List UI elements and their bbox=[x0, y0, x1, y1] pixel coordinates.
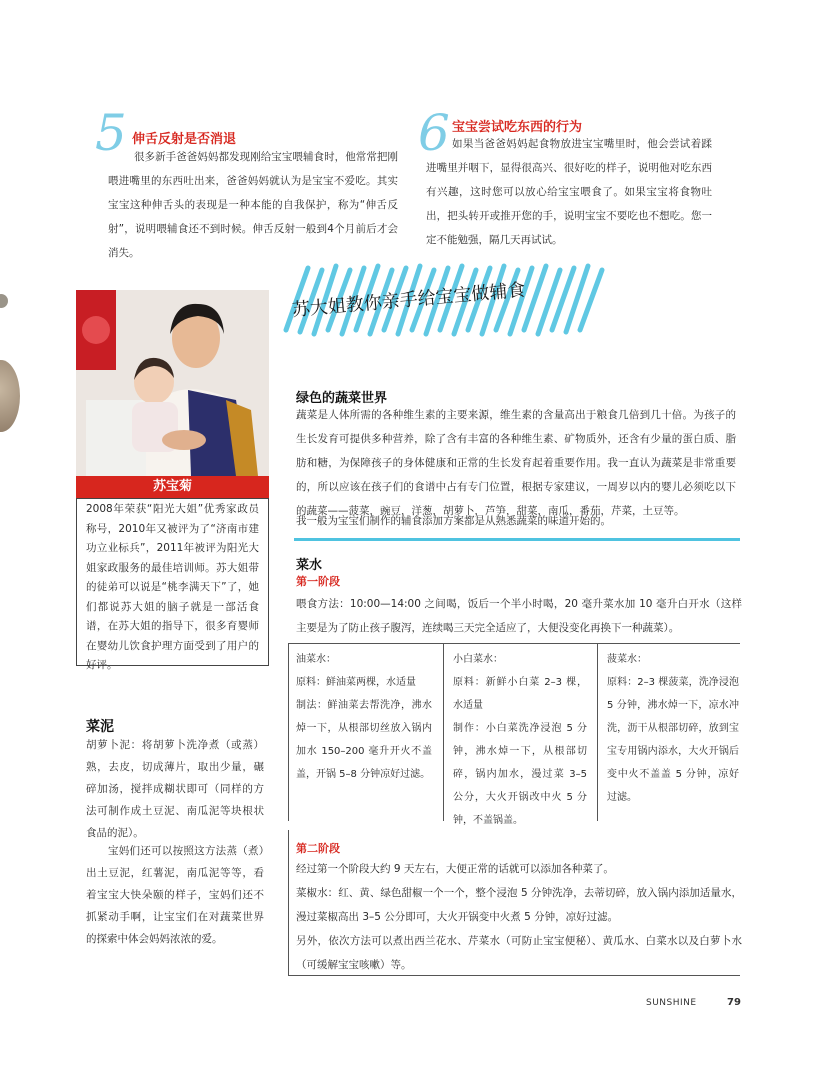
green-world-body: 蔬菜是人体所需的各种维生素的主要来源，维生素的含量高出于粮食几倍到几十倍。为孩子的生长发育可提供多种营养，除了含有丰富的各种维生素、矿物质外，还含有少量的蛋白质、脂肪和糖，为保障孩子的身体健康和正常的生长发育起着重要作用。我一直认为蔬菜是非常重要的，所以应该在孩子们的食谱中占有专门位置，根据专家建议，一周岁以内的婴儿必须吃以下的蔬菜——菠菜，豌豆，洋葱，胡萝卜，芦笋，甜菜，南瓜，番茄，芹菜，土豆等。 bbox=[296, 409, 736, 517]
puree-title: 菜泥 bbox=[86, 719, 114, 735]
green-world-body-2: 我一般为宝宝们制作的辅食添加方案都是从熟悉蔬菜的味道开始的。 bbox=[296, 515, 611, 527]
recipe-method: 制作：小白菜洗净浸泡 5 分钟，沸水焯一下，从根部切碎，锅内加水，漫过菜 3–5 公分，大火开锅改中火 5 分钟，不盖锅盖。 bbox=[453, 723, 587, 826]
recipe-box-sep-1 bbox=[443, 643, 444, 821]
caishui-title: 菜水 bbox=[296, 558, 323, 573]
edge-decoration-small bbox=[0, 294, 8, 308]
stage-2-box-bottom bbox=[288, 975, 740, 976]
section-6-body: 如果当爸爸妈妈起食物放进宝宝嘴里时，他会尝试着蹂进嘴里并咽下，显得很高兴、很好吃的样子，说明他对吃东西有兴趣，这时您可以放心给宝宝喂食了。如果宝宝将食物吐出，把头转开或推开您的手，说明宝宝不要吃也不想吃。您一定不能勉强，隔几天再试试。 bbox=[426, 138, 712, 246]
puree-body: 胡萝卜泥：将胡萝卜洗净煮（或蒸）熟，去皮，切成薄片，取出少量，碾碎加汤，搅拌成糊状即可（同样的方法可制作成土豆泥、南瓜泥等块根状食品的泥）。 bbox=[86, 739, 264, 839]
stage-2-paragraph: 经过第一个阶段大约 9 天左右，大便正常的话就可以添加各种菜了。 bbox=[296, 863, 614, 875]
recipe-ingredients: 原料：鲜油菜两棵，水适量 bbox=[296, 677, 416, 688]
stage-1-body: 喂食方法：10:00—14:00 之间喝，饭后一个半小时喝，20 毫升菜水加 10 毫升白开水（这样主要是为了防止孩子腹泻，连续喝三天完全适应了，大便没变化再换下一种蔬菜）。 bbox=[296, 598, 742, 634]
stage-1-title: 第一阶段 bbox=[296, 575, 340, 588]
section-5-title: 伸舌反射是否消退 bbox=[132, 132, 237, 147]
profile-name: 苏宝菊 bbox=[152, 479, 192, 494]
page-number: 79 bbox=[727, 997, 741, 1008]
recipe-title: 小白菜水： bbox=[453, 654, 503, 665]
stage-2-paragraph: 菜椒水：红、黄、绿色甜椒一个一个，整个浸泡 5 分钟洗净，去蒂切碎，放入锅内添加适量水，漫过菜椒高出 3–5 公分即可，大火开锅变中火煮 5 分钟，凉好过滤。 bbox=[296, 887, 742, 923]
recipe-column-xiaobaicai bbox=[453, 648, 587, 832]
stage-2-title: 第二阶段 bbox=[296, 842, 340, 855]
edge-decoration bbox=[0, 360, 20, 432]
green-world-title: 绿色的蔬菜世界 bbox=[296, 391, 388, 406]
recipe-method: 制法：鲜油菜去帮洗净，沸水焯一下，从根部切丝放入锅内加水 150–200 毫升开火不盖盖，开锅 5–8 分钟凉好过滤。 bbox=[296, 700, 432, 780]
puree-body-2: 宝妈们还可以按照这方法蒸（煮）出土豆泥，红薯泥，南瓜泥等等，看着宝宝大快朵颐的样子，宝妈们还不抓紧动手啊，让宝宝们在对蔬菜世界的探索中体会妈妈浓浓的爱。 bbox=[86, 845, 264, 945]
recipe-title: 油菜水： bbox=[296, 654, 336, 665]
profile-photo bbox=[76, 290, 269, 476]
recipe-ingredients: 原料：新鲜小白菜 2–3 棵，水适量 bbox=[453, 677, 587, 711]
banner-title: 苏大姐教你亲手给宝宝做辅食 bbox=[291, 279, 527, 321]
section-5-body: 很多新手爸爸妈妈都发现刚给宝宝喂辅食时，他常常把刚喂进嘴里的东西吐出来，爸爸妈妈就认为是宝宝不爱吃。其实宝宝这种伸舌头的表现是一种本能的自我保护，称为“伸舌反射”，说明喂辅食还不到时候。伸舌反射一般到4个月前后才会消失。 bbox=[108, 151, 398, 259]
section-6-number: 6 bbox=[418, 104, 450, 162]
recipe-box-sep-2 bbox=[597, 643, 598, 821]
stage-2-box-left bbox=[288, 830, 289, 976]
recipe-column-bocai bbox=[607, 648, 739, 809]
section-divider bbox=[294, 538, 740, 541]
section-5-number: 5 bbox=[95, 104, 127, 162]
recipe-box-top bbox=[288, 643, 740, 644]
recipe-column-youcai bbox=[296, 648, 432, 786]
recipe-title: 菠菜水： bbox=[607, 654, 647, 665]
stage-2-body bbox=[296, 857, 742, 977]
profile-bio: 2008年荣获“阳光大姐”优秀家政员称号，2010年又被评为了“济南市建功立业标兵”，2011年被评为阳光大姐家政服务的最佳培训师。苏大姐带的徒弟可以说是“桃李满天下”了，她们都说苏大姐的脑子就是一部活食谱，在苏大姐的指导下，很多育婴师在婴幼儿饮食护理方面受到了用户的好评。 bbox=[86, 503, 259, 671]
recipe-box-left bbox=[288, 643, 289, 821]
footer-brand: SUNSHINE bbox=[646, 998, 697, 1008]
recipe-method: 原料：2–3 棵菠菜，洗净浸泡 5 分钟，沸水焯一下，凉水冲洗，沥干从根部切碎，放到宝宝专用锅内添水，大火开锅后变中火不盖盖 5 分钟，凉好过滤。 bbox=[607, 677, 739, 803]
stage-2-paragraph: 另外，依次方法可以煮出西兰花水、芹菜水（可防止宝宝便秘）、黄瓜水、白菜水以及白萝卜水（可缓解宝宝咳嗽）等。 bbox=[296, 935, 742, 971]
section-6-title: 宝宝尝试吃东西的行为 bbox=[452, 120, 583, 135]
